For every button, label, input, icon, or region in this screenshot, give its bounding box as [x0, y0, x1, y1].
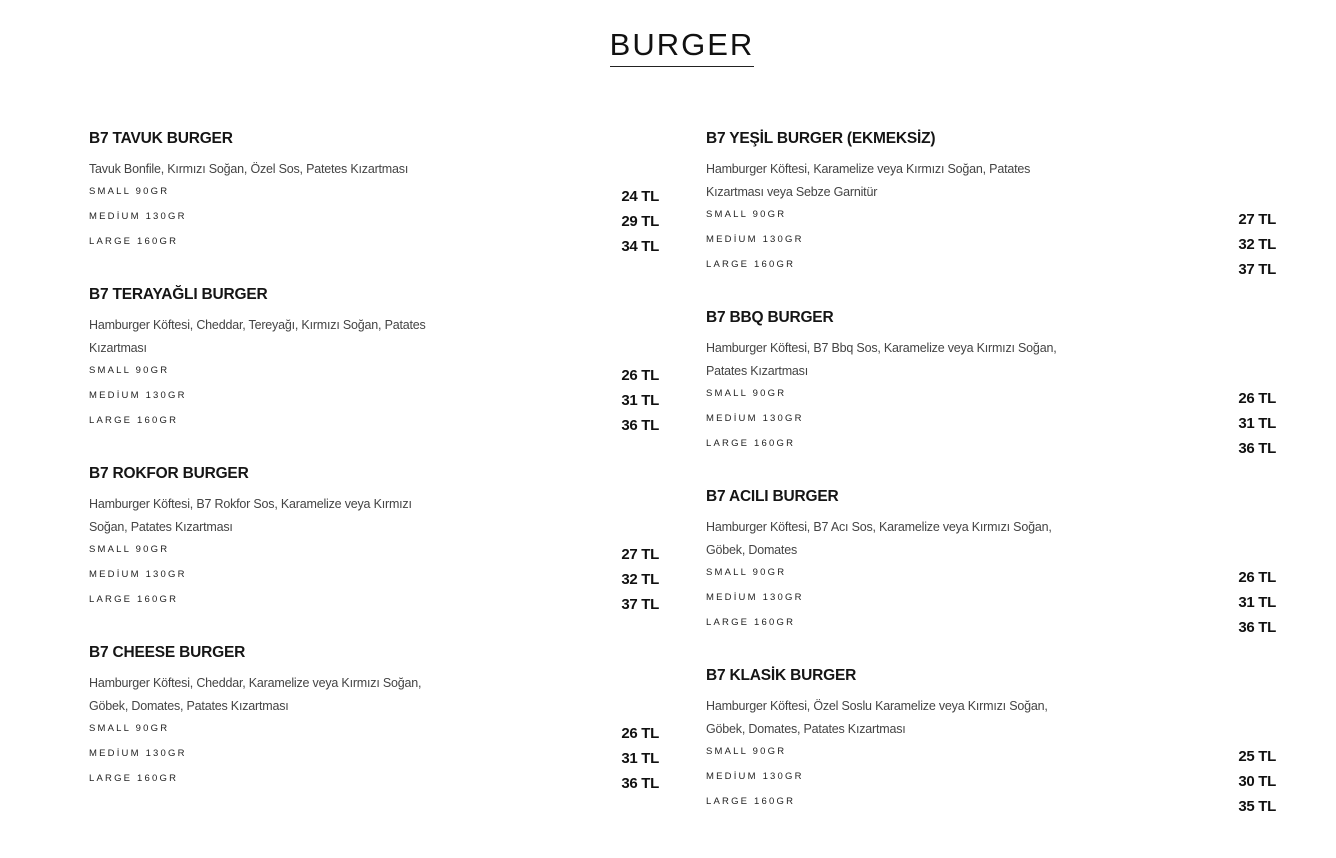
size-price: 31 TL [1238, 594, 1276, 611]
size-list [89, 537, 659, 612]
size-row [706, 610, 1276, 635]
menu-item [706, 307, 1276, 456]
size-price: 36 TL [1238, 440, 1276, 457]
size-row [89, 741, 659, 766]
menu-item [706, 486, 1276, 635]
size-row [89, 204, 659, 229]
item-description: Hamburger Köftesi, Karamelize veya Kırmızı Soğan, Patates Kızartması veya Sebze Garnitür [706, 161, 1031, 199]
item-title: B7 TERAYAĞLI BURGER [89, 286, 268, 303]
size-price: 32 TL [1238, 236, 1276, 253]
item-title: B7 YEŞİL BURGER (EKMEKSİZ) [706, 130, 936, 147]
size-label: MEDİUM 130GR [89, 748, 187, 759]
size-list [89, 358, 659, 433]
item-description: Tavuk Bonfile, Kırmızı Soğan, Özel Sos, Patetes Kızartması [89, 161, 409, 176]
size-label: MEDİUM 130GR [89, 390, 187, 401]
menu-heading [0, 26, 1336, 67]
item-description: Hamburger Köftesi, Özel Soslu Karamelize veya Kırmızı Soğan, Göbek, Domates, Patates Kızartması [706, 698, 1048, 736]
size-label: MEDİUM 130GR [706, 771, 804, 782]
size-price: 36 TL [1238, 619, 1276, 636]
size-row [706, 227, 1276, 252]
item-description: Hamburger Köftesi, Cheddar, Tereyağı, Kırmızı Soğan, Patates Kızartması [89, 317, 426, 355]
size-row [706, 789, 1276, 814]
size-row [89, 537, 659, 562]
menu-item [706, 665, 1276, 814]
size-list [89, 179, 659, 254]
size-label: LARGE 160GR [706, 438, 796, 449]
item-title: B7 KLASİK BURGER [706, 667, 857, 684]
size-label: SMALL 90GR [706, 209, 787, 220]
size-row [89, 358, 659, 383]
size-list [706, 739, 1276, 814]
size-list [706, 381, 1276, 456]
size-row [89, 229, 659, 254]
size-row [706, 585, 1276, 610]
page-title: BURGER [610, 26, 755, 67]
size-row [89, 766, 659, 791]
size-row [89, 716, 659, 741]
size-price: 36 TL [621, 775, 659, 792]
size-row [706, 431, 1276, 456]
size-label: SMALL 90GR [89, 186, 170, 197]
size-label: LARGE 160GR [89, 594, 179, 605]
size-row [706, 560, 1276, 585]
size-list [706, 560, 1276, 635]
size-label: MEDİUM 130GR [89, 211, 187, 222]
item-description: Hamburger Köftesi, B7 Acı Sos, Karamelize veya Kırmızı Soğan, Göbek, Domates [706, 519, 1052, 557]
size-label: SMALL 90GR [89, 544, 170, 555]
menu-column-right [706, 128, 1276, 844]
item-description: Hamburger Köftesi, Cheddar, Karamelize veya Kırmızı Soğan, Göbek, Domates, Patates Kızartması [89, 675, 422, 713]
size-list [89, 716, 659, 791]
menu-item [89, 463, 659, 612]
size-label: SMALL 90GR [89, 723, 170, 734]
size-row [89, 562, 659, 587]
size-row [89, 587, 659, 612]
size-price: 26 TL [621, 367, 659, 384]
size-price: 26 TL [621, 725, 659, 742]
size-price: 37 TL [621, 596, 659, 613]
size-price: 37 TL [1238, 261, 1276, 278]
size-label: MEDİUM 130GR [89, 569, 187, 580]
size-row [89, 408, 659, 433]
size-list [706, 202, 1276, 277]
size-price: 30 TL [1238, 773, 1276, 790]
size-price: 31 TL [621, 392, 659, 409]
size-price: 34 TL [621, 238, 659, 255]
item-title: B7 CHEESE BURGER [89, 644, 246, 661]
size-price: 31 TL [1238, 415, 1276, 432]
size-row [706, 252, 1276, 277]
size-row [706, 381, 1276, 406]
item-title: B7 BBQ BURGER [706, 309, 834, 326]
size-label: SMALL 90GR [89, 365, 170, 376]
size-label: SMALL 90GR [706, 388, 787, 399]
size-label: LARGE 160GR [706, 259, 796, 270]
size-row [706, 202, 1276, 227]
size-label: LARGE 160GR [706, 796, 796, 807]
size-row [706, 764, 1276, 789]
size-label: LARGE 160GR [89, 415, 179, 426]
size-price: 32 TL [621, 571, 659, 588]
size-label: LARGE 160GR [89, 236, 179, 247]
size-label: SMALL 90GR [706, 567, 787, 578]
size-label: MEDİUM 130GR [706, 413, 804, 424]
size-price: 36 TL [621, 417, 659, 434]
size-label: MEDİUM 130GR [706, 234, 804, 245]
size-price: 26 TL [1238, 569, 1276, 586]
size-price: 31 TL [621, 750, 659, 767]
size-row [89, 179, 659, 204]
size-price: 27 TL [621, 546, 659, 563]
size-price: 35 TL [1238, 798, 1276, 815]
menu-item [89, 128, 659, 254]
menu-item [706, 128, 1276, 277]
size-label: LARGE 160GR [89, 773, 179, 784]
item-title: B7 TAVUK BURGER [89, 130, 233, 147]
size-price: 27 TL [1238, 211, 1276, 228]
size-row [706, 739, 1276, 764]
item-title: B7 ROKFOR BURGER [89, 465, 249, 482]
item-title: B7 ACILI BURGER [706, 488, 839, 505]
size-label: LARGE 160GR [706, 617, 796, 628]
size-row [706, 406, 1276, 431]
size-price: 24 TL [621, 188, 659, 205]
size-label: SMALL 90GR [706, 746, 787, 757]
menu-item [89, 284, 659, 433]
size-row [89, 383, 659, 408]
item-description: Hamburger Köftesi, B7 Bbq Sos, Karamelize veya Kırmızı Soğan, Patates Kızartması [706, 340, 1057, 378]
size-price: 25 TL [1238, 748, 1276, 765]
size-label: MEDİUM 130GR [706, 592, 804, 603]
menu-item [89, 642, 659, 791]
item-description: Hamburger Köftesi, B7 Rokfor Sos, Karamelize veya Kırmızı Soğan, Patates Kızartması [89, 496, 412, 534]
size-price: 29 TL [621, 213, 659, 230]
menu-column-left [89, 128, 659, 821]
size-price: 26 TL [1238, 390, 1276, 407]
